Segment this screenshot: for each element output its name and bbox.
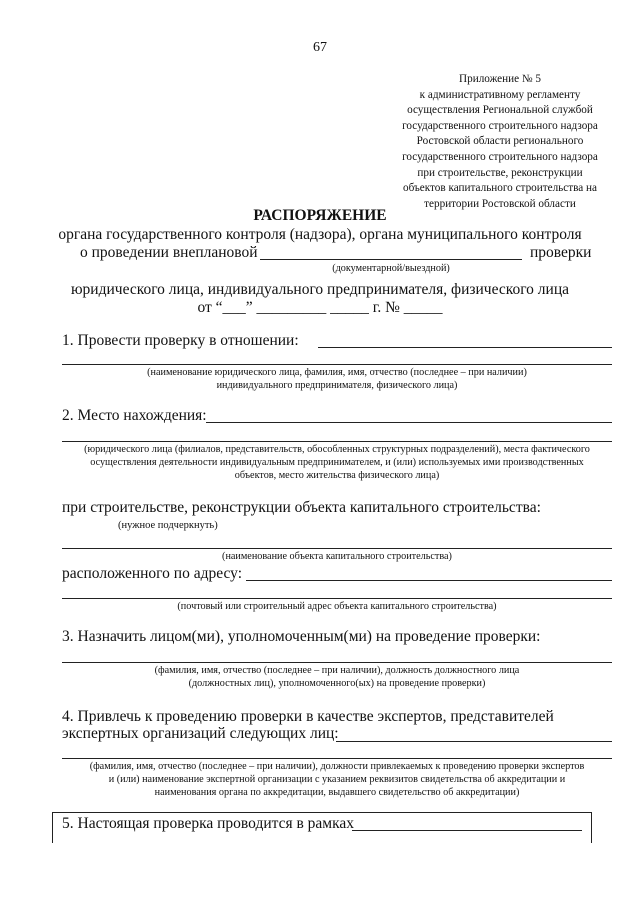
section-3-field[interactable] — [62, 662, 612, 663]
document-title: РАСПОРЯЖЕНИЕ — [253, 207, 387, 224]
caption-line: (наименование юридического лица, фамилия, имя, отчество (последнее – при наличии) — [147, 367, 527, 378]
section-1-field[interactable] — [318, 347, 612, 348]
section-4-caption — [58, 760, 616, 799]
section-3-caption — [62, 664, 612, 690]
construction-caption: (наименование объекта капитального строительства) — [222, 551, 452, 562]
section-4-label-line-2: экспертных организаций следующих лиц: — [62, 725, 339, 742]
section-4-field-line-2[interactable] — [62, 758, 612, 759]
appendix-line: при строительстве, реконструкции — [417, 166, 583, 179]
section-2-field-line-2[interactable] — [62, 441, 612, 442]
appendix-line: к административному регламенту — [419, 88, 581, 101]
section-1-field-line-2[interactable] — [62, 364, 612, 365]
page-number: 67 — [313, 40, 327, 55]
address-label: расположенного по адресу: — [62, 565, 242, 582]
appendix-line: государственного строительного надзора — [402, 150, 598, 163]
caption-line: и (или) наименование экспертной организации с указанием реквизитов свидетельства об аккредитации и — [108, 774, 566, 785]
appendix-line: объектов капитального строительства на — [403, 182, 597, 195]
header-line-2-left: о проведении внеплановой — [80, 244, 258, 261]
construction-object-field[interactable] — [62, 548, 612, 549]
appendix-block — [380, 72, 620, 212]
appendix-line: территории Ростовской области — [424, 197, 576, 210]
caption-line: (должностных лиц), уполномоченного(ых) на проведение проверки) — [188, 678, 486, 689]
construction-note: (нужное подчеркнуть) — [118, 520, 218, 531]
section-5-field[interactable] — [352, 830, 582, 831]
appendix-line: государственного строительного надзора — [402, 119, 598, 132]
address-field-line-2[interactable] — [62, 598, 612, 599]
section-5-label: 5. Настоящая проверка проводится в рамках — [62, 815, 355, 832]
construction-label: при строительстве, реконструкции объекта капитального строительства: — [62, 499, 541, 516]
address-field[interactable] — [246, 580, 612, 581]
caption-line: объектов, место жительства физического лица) — [234, 470, 440, 481]
inspection-type-caption: (документарной/выездной) — [332, 263, 450, 274]
header-line-1: органа государственного контроля (надзора), органа муниципального контроля — [58, 226, 582, 243]
order-date-number[interactable]: от “___” _________ _____ г. № _____ — [197, 299, 443, 316]
caption-line: наименования органа по аккредитации, выдавшего свидетельство об аккредитации) — [154, 787, 520, 798]
inspection-type-field[interactable] — [260, 259, 522, 260]
appendix-line: Приложение № 5 — [459, 73, 541, 85]
caption-line: (фамилия, имя, отчество (последнее – при наличии), должности привлекаемых к проведению проверки экспертов — [89, 761, 585, 772]
caption-line: осуществления деятельности индивидуальным предпринимателем, и (или) используемых ими производственных — [90, 457, 584, 468]
section-3-label: 3. Назначить лицом(ми), уполномоченным(ми) на проведение проверки: — [62, 628, 541, 645]
appendix-line: Ростовской области регионального — [416, 135, 584, 148]
section-1-caption — [62, 366, 612, 392]
caption-line: (фамилия, имя, отчество (последнее – при наличии), должность должностного лица — [154, 665, 520, 676]
section-4-label-line-1: 4. Привлечь к проведению проверки в качестве экспертов, представителей — [62, 708, 554, 725]
caption-line: индивидуального предпринимателя, физического лица) — [216, 380, 458, 391]
address-caption: (почтовый или строительный адрес объекта капитального строительства) — [177, 601, 497, 612]
section-1-label: 1. Провести проверку в отношении: — [62, 332, 299, 349]
section-2-caption — [58, 443, 616, 482]
section-4-field[interactable] — [336, 741, 612, 742]
header-line-3: юридического лица, индивидуального предпринимателя, физического лица — [70, 281, 570, 298]
caption-line: (юридического лица (филиалов, представительств, обособленных структурных подразделений), места фактического — [84, 444, 590, 455]
section-2-label: 2. Место нахождения: — [62, 407, 207, 424]
section-2-field[interactable] — [206, 422, 612, 423]
header-line-2-right: проверки — [530, 244, 592, 261]
appendix-line: осуществления Региональной службой — [407, 104, 593, 117]
